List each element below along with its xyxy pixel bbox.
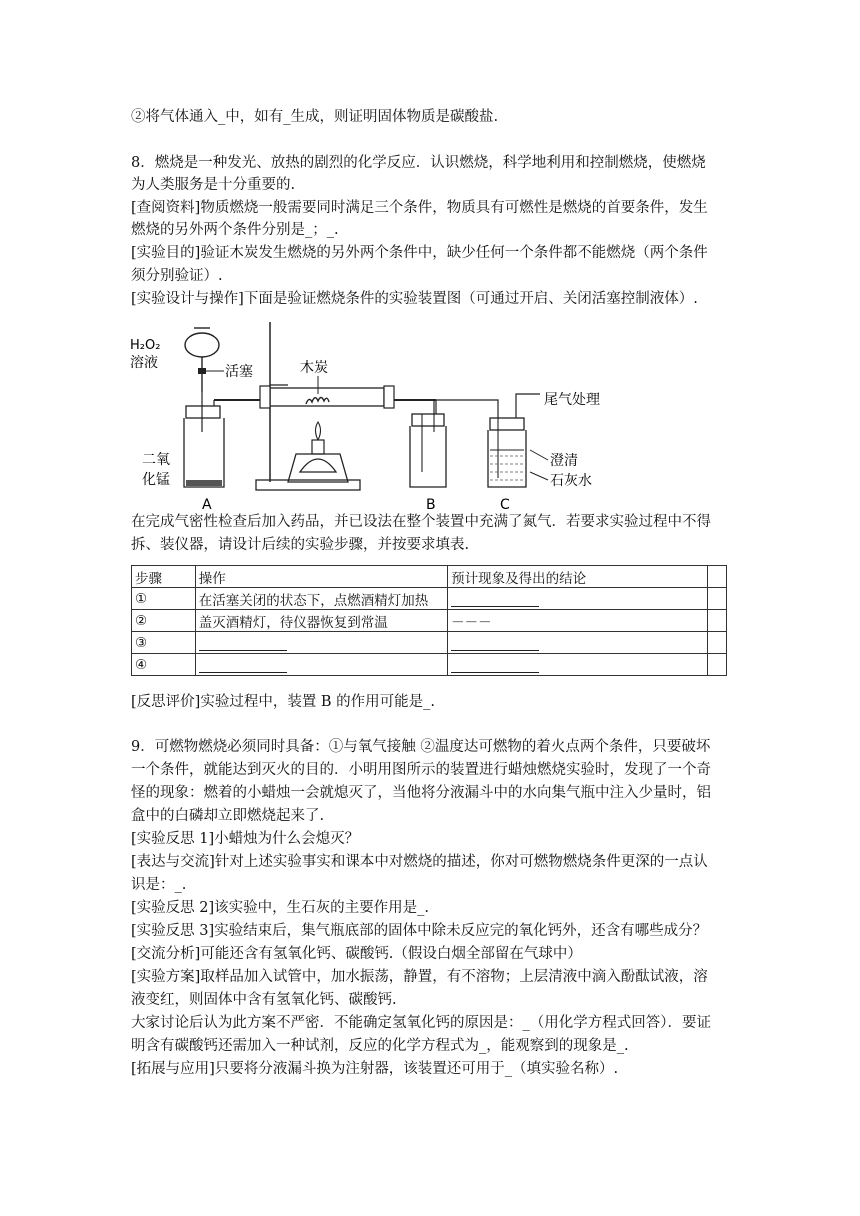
- steps-table: [131, 565, 727, 676]
- step-cell: ④: [132, 654, 196, 676]
- answer-blank[interactable]: [451, 636, 539, 651]
- question-8-line: [查阅资料]物质燃烧一般需要同时满足三个条件，物质具有可燃性是燃烧的首要条件，发生: [131, 200, 708, 216]
- question-9-line: 怪的现象：燃着的小蜡烛一会就熄灭了，当他将分液漏斗中的水向集气瓶中注入少量时，铝: [131, 785, 711, 801]
- question-9-line: 明含有碳酸钙还需加入一种试剂，反应的化学方程式为_，能观察到的现象是_.: [131, 1038, 629, 1054]
- operation-cell[interactable]: [195, 654, 447, 676]
- charcoal-label: 木炭: [300, 360, 328, 376]
- operation-cell: 盖灭酒精灯，待仪器恢复到常温: [195, 610, 447, 632]
- question-8-line: 在完成气密性检查后加入药品，并已设法在整个装置中充满了氮气．若要求实验过程中不得: [131, 514, 711, 530]
- table-edge: [708, 566, 727, 588]
- h2o2-label: H₂O₂: [130, 338, 161, 353]
- step-cell: ②: [132, 610, 196, 632]
- question-9-line: 一个条件，就能达到灭火的目的．小明用图所示的装置进行蜡烛燃烧实验时，发现了一个奇: [131, 762, 711, 778]
- operation-cell: 在活塞关闭的状态下，点燃酒精灯加热: [195, 588, 447, 610]
- question-8-line: 拆、装仪器，请设计后续的实验步骤，并按要求填表.: [131, 537, 470, 553]
- result-cell[interactable]: [448, 588, 708, 610]
- exhaust-label: 尾气处理: [544, 392, 600, 408]
- question-8-line: [反思评价]实验过程中，装置 B 的作用可能是_.: [131, 694, 436, 710]
- bottle-a: [184, 392, 253, 487]
- question-9-line: 大家讨论后认为此方案不严密．不能确定氢氧化钙的原因是：_（用化学方程式回答）．要证: [131, 1015, 711, 1031]
- question-9-line: [实验反思 3]实验结束后，集气瓶底部的固体中除未反应完的氧化钙外，还含有哪些成分？: [131, 923, 708, 939]
- result-cell[interactable]: [448, 632, 708, 654]
- table-row: [132, 588, 727, 610]
- question-9-line: [实验反思 1]小蜡烛为什么会熄灭？: [131, 831, 360, 847]
- question-9-line: [实验方案]取样品加入试管中，加水振荡，静置，有不溶物；上层清液中滴入酚酞试液，溶: [131, 969, 708, 985]
- question-8-line: [实验设计与操作]下面是验证燃烧条件的实验装置图（可通过开启、关闭活塞控制液体）.: [131, 291, 698, 307]
- answer-blank[interactable]: [199, 636, 287, 651]
- mno2-label-2: 化锰: [142, 472, 170, 488]
- answer-blank[interactable]: [451, 592, 539, 607]
- question-9-line: 识是：_.: [131, 877, 187, 893]
- step-cell: ①: [132, 588, 196, 610]
- step-cell: ③: [132, 632, 196, 654]
- question-8-line: 8．燃烧是一种发光、放热的剧烈的化学反应．认识燃烧，科学地利用和控制燃烧，使燃烧: [131, 155, 706, 171]
- header-result: 预计现象及得出的结论: [448, 566, 708, 588]
- alcohol-lamp: [288, 422, 348, 482]
- question-9-line: [实验反思 2]该实验中，生石灰的主要作用是_.: [131, 900, 430, 916]
- question-8-line: 燃烧的另外两个条件分别是_；_.: [131, 222, 339, 238]
- apparatus-figure: [128, 322, 648, 512]
- text-line: ②将气体通入_中，如有_生成，则证明固体物质是碳酸盐.: [131, 109, 499, 125]
- table-edge: [708, 588, 727, 610]
- header-step: 步骤: [132, 566, 196, 588]
- table-edge: [708, 654, 727, 676]
- table-row: [132, 654, 727, 676]
- question-8-line: [实验目的]验证木炭发生燃烧的另外两个条件中，缺少任何一个条件都不能燃烧（两个条件: [131, 245, 708, 261]
- question-9-line: [拓展与应用]只要将分液漏斗换为注射器，该装置还可用于_（填实验名称）.: [131, 1061, 619, 1077]
- result-cell[interactable]: [448, 654, 708, 676]
- label-c: C: [500, 497, 510, 512]
- stopcock-label: 活塞: [225, 364, 253, 380]
- table-edge: [708, 610, 727, 632]
- solution-label: 溶液: [130, 355, 158, 371]
- question-9-line: 液变红，则固体中含有氢氧化钙、碳酸钙.: [131, 992, 397, 1008]
- question-9-line: [交流分析]可能还含有氢氧化钙、碳酸钙.（假设白烟全部留在气球中）: [131, 946, 582, 962]
- clear-label-1: 澄清: [550, 453, 578, 469]
- header-operation: 操作: [195, 566, 447, 588]
- label-a: A: [202, 497, 212, 512]
- answer-blank[interactable]: [451, 658, 539, 673]
- bottle-b: [410, 400, 458, 487]
- question-8-line: 为人类服务是十分重要的.: [131, 177, 296, 193]
- operation-cell[interactable]: [195, 632, 447, 654]
- answer-blank[interactable]: [199, 658, 287, 673]
- combustion-tube: [253, 386, 394, 408]
- table-row: [132, 632, 727, 654]
- label-b: B: [426, 497, 436, 512]
- question-9-line: 盒中的白磷却立即燃烧起来了.: [131, 808, 325, 824]
- table-row: [132, 610, 727, 632]
- table-header-row: [132, 566, 727, 588]
- bottle-c: [488, 394, 548, 487]
- mno2-label-1: 二氧: [142, 452, 170, 468]
- result-cell: －－－: [448, 610, 708, 632]
- question-9-line: 9．可燃物燃烧必须同时具备：①与氧气接触 ②温度达可燃物的着火点两个条件，只要破坏: [131, 739, 711, 755]
- clear-label-2: 石灰水: [550, 473, 592, 489]
- table-edge: [708, 632, 727, 654]
- question-9-line: [表达与交流]针对上述实验事实和课本中对燃烧的描述，你对可燃物燃烧条件更深的一点认: [131, 854, 708, 870]
- question-8-line: 须分别验证）.: [131, 268, 223, 284]
- separatory-funnel: [185, 328, 224, 392]
